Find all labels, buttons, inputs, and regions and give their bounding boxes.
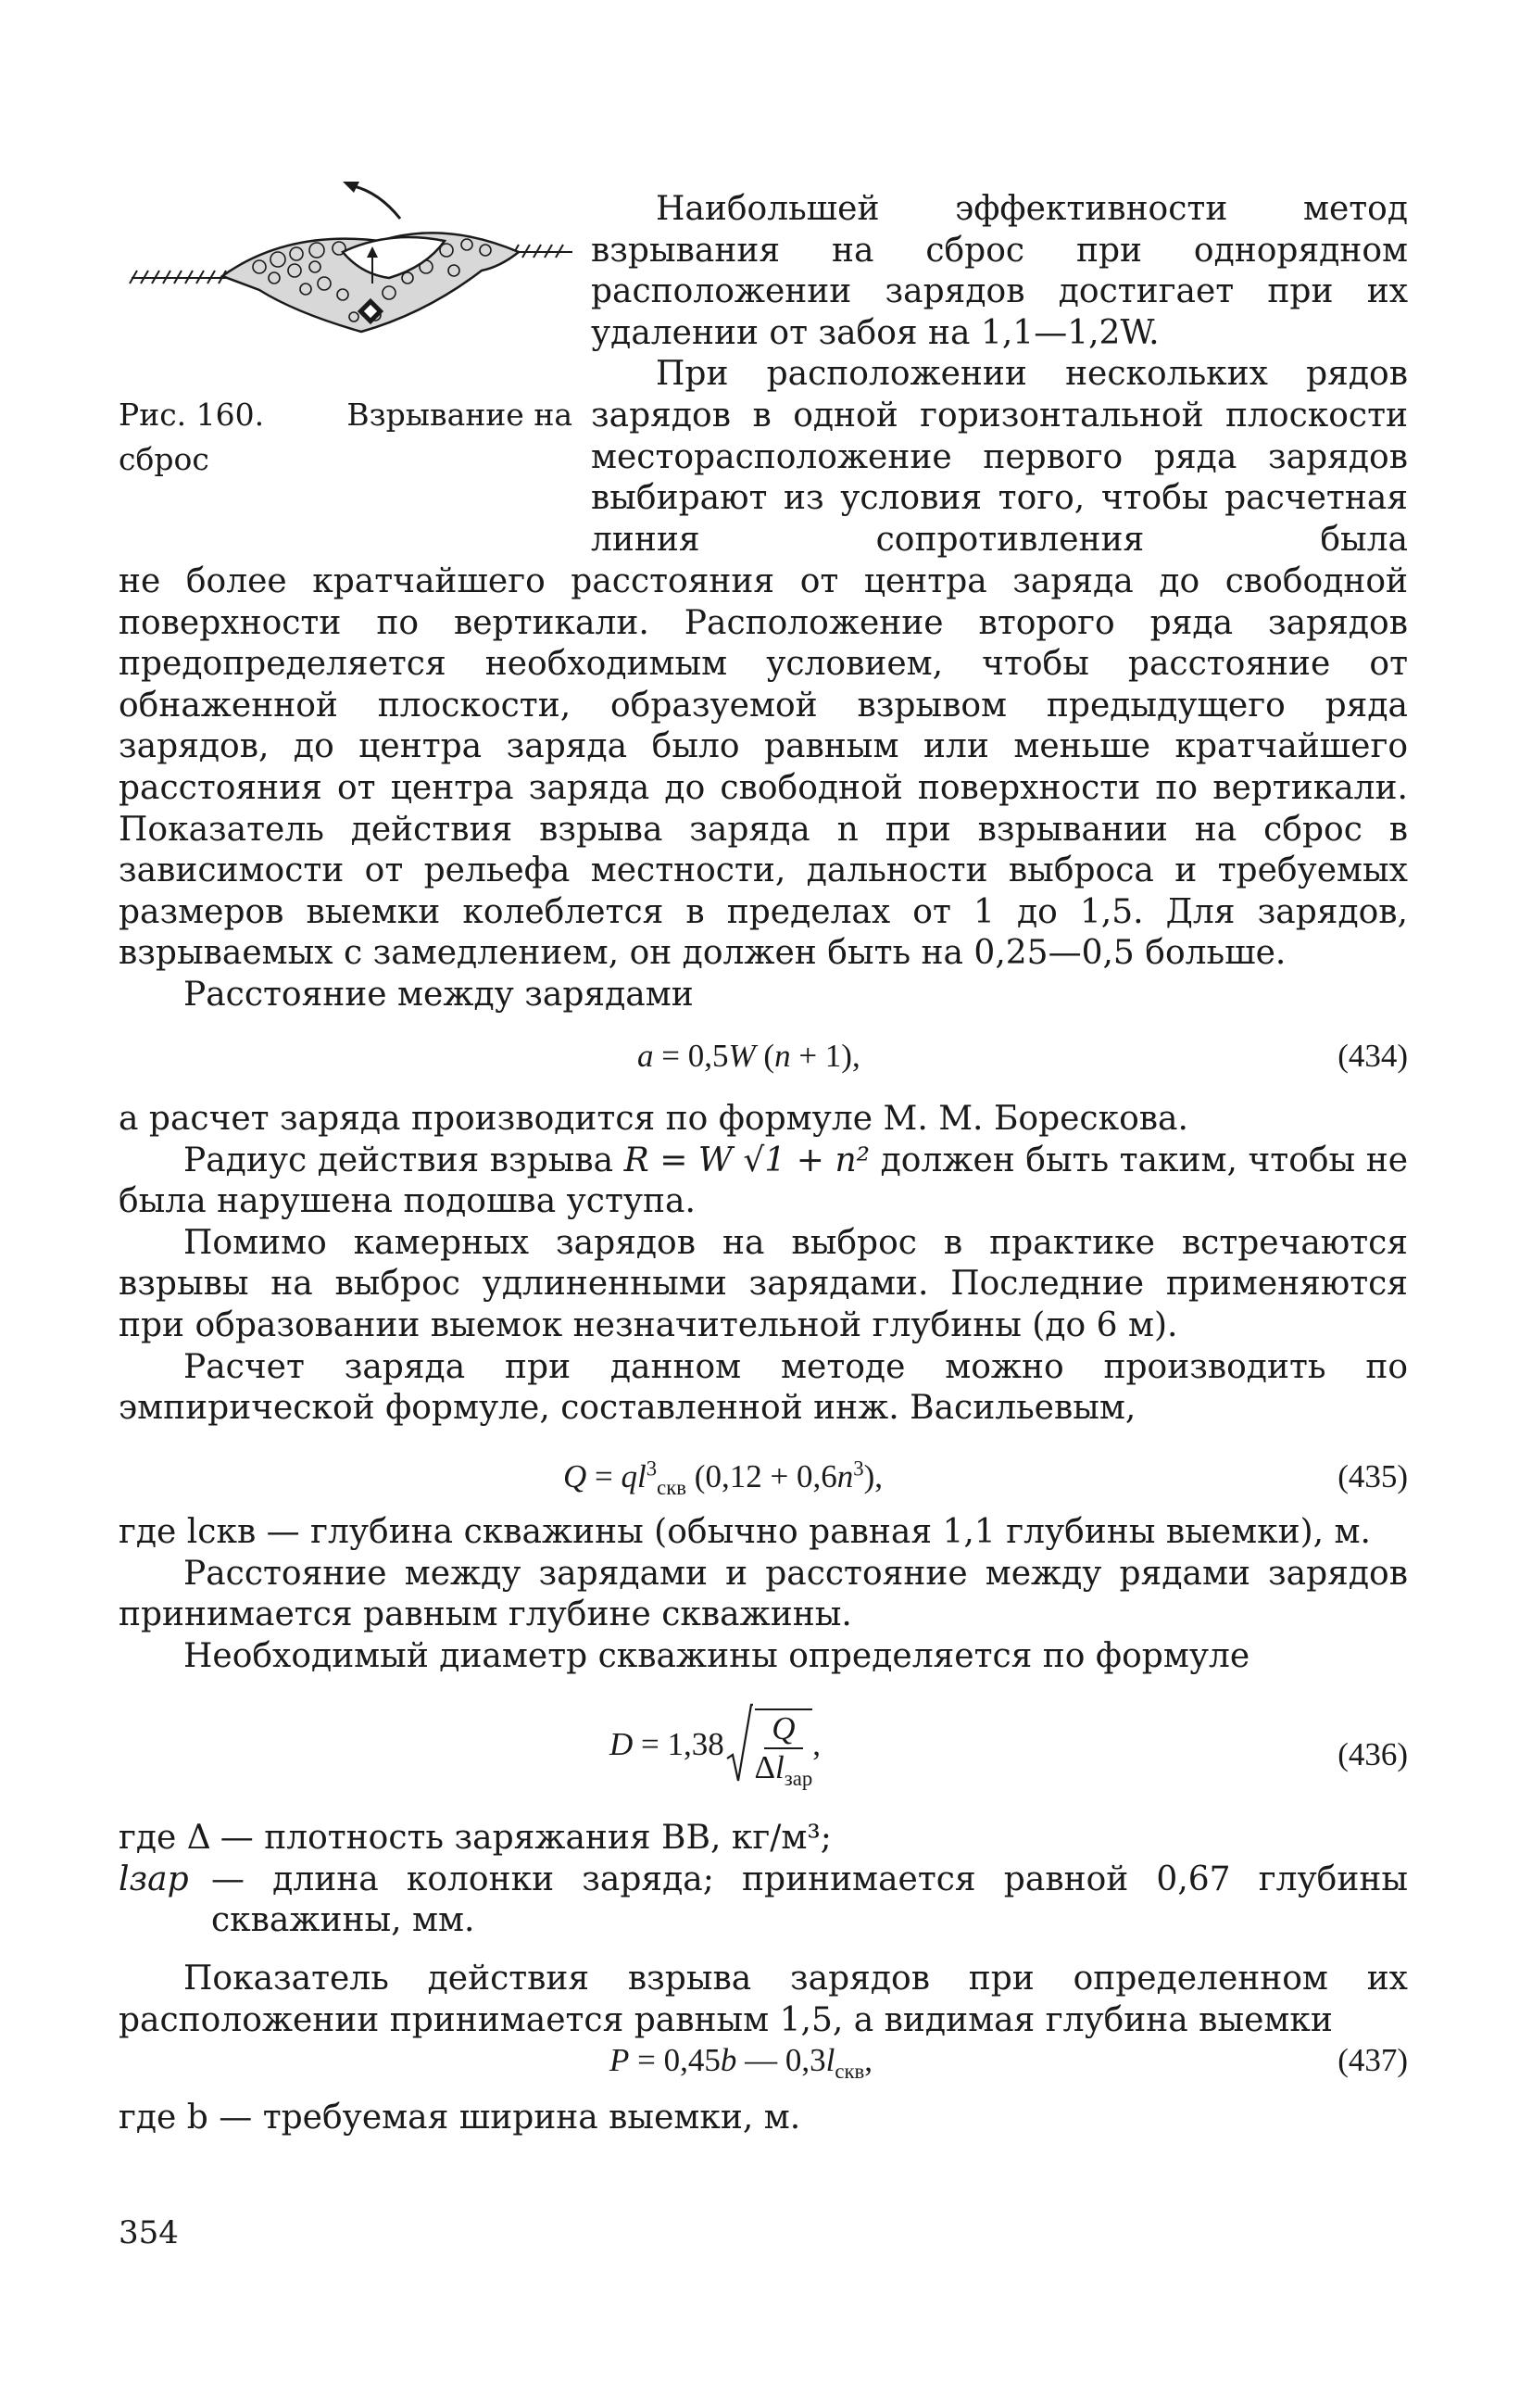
paragraph-2-narrow: При расположении нескольких рядов зарядов в одной горизонтальной плоскости месторасположение первого ряда зарядов выбирают из условия того, чтобы расчетная линия сопротивления была xyxy=(591,355,1408,559)
def-lzar-body: — длина колонки заряда; принимается равной 0,67 глубины скважины, мм. xyxy=(211,1860,1408,1940)
equation-435-body: $Q = ql^3_{скв}$ $(0,12 + 0,6n^3)$, xyxy=(563,1456,883,1499)
equation-436-number: (436) xyxy=(1337,1736,1408,1772)
def-delta-term: где Δ xyxy=(119,1819,211,1857)
equation-434 xyxy=(119,1030,1408,1086)
paragraph-5-b: должен быть таким, чтобы не была нарушена подошва уступа. xyxy=(119,1141,1409,1221)
paragraph-6: Помимо камерных зарядов на выброс в практике встречаются взрывы на выброс удлиненными зарядами. Последние применяются при образовании выемок незначительной глубины (до 6 м). xyxy=(119,1223,1408,1344)
paragraph-10: Необходимый диаметр скважины определяется по формуле xyxy=(183,1636,1250,1675)
blasting-illustration xyxy=(111,174,574,359)
paragraph-3: Расстояние между зарядами xyxy=(183,975,694,1014)
full-column-1 xyxy=(119,561,1408,1016)
paragraph-2-cont: не более кратчайшего расстояния от центра заряда до свободной поверхности по вертикали. Расположение второго ряда зарядов предопределяется необходимым условием, чтобы расстояние от обнаженной плоскости, образуемой взрывом предыдущего ряда зарядов, до центра заряда было равным или меньше кратчайшего расстояния от центра заряда до свободной поверхности по вертикали. Показатель действия взрыва заряда n при взрывании на сброс в зависимости от рельефа местности, дальности выброса и требуемых размеров выемки колеблется в пределах от 1 до 1,5. Для зарядов, взрываемых с замедлением, он должен быть на 0,25—0,5 больше. xyxy=(119,562,1408,973)
def-lzar-term: lзар xyxy=(119,1860,189,1898)
paragraph-12: где b — требуемая ширина выемки, м. xyxy=(119,2099,801,2137)
figure-caption xyxy=(119,393,572,482)
equation-435-number: (435) xyxy=(1337,1458,1408,1494)
equation-437-number: (437) xyxy=(1337,2042,1408,2078)
narrow-column xyxy=(591,189,1408,561)
paragraph-9: Расстояние между зарядами и расстояние между рядами зарядов принимается равным глубине скважины. xyxy=(119,1554,1408,1634)
sqrt-sign xyxy=(733,1708,813,1790)
full-column-2 xyxy=(119,1099,1408,1430)
def-delta-body: — плотность заряжания ВВ, кг/м³; xyxy=(220,1819,832,1857)
definition-delta xyxy=(119,1818,1408,1860)
radical-icon xyxy=(725,1703,753,1786)
paragraph-1: Наибольшей эффективности метод взрывания на сброс при однорядном расположении зарядов достигает при их удалении от забоя на 1,1—1,2W. xyxy=(591,190,1408,352)
caption-label: Рис. 160. xyxy=(119,397,265,433)
definition-lzar xyxy=(119,1860,1408,1942)
paragraph-5 xyxy=(119,1141,1408,1223)
equation-437-body: P = 0,45b — $0,3l_{скв}$, xyxy=(609,2042,873,2083)
full-column-3 xyxy=(119,1512,1408,1677)
definitions xyxy=(119,1818,1408,1942)
equation-434-body: a = 0,5W (n + 1), xyxy=(637,1038,860,1074)
caption-title: Взрывание на xyxy=(346,397,572,433)
full-column-5 xyxy=(119,2098,1408,2139)
fraction: $\frac{Q}{\Delta l_{зар}}$ xyxy=(754,1710,813,1790)
figure-160 xyxy=(111,174,574,359)
paragraph-5-a: Радиус действия взрыва xyxy=(183,1141,614,1179)
equation-437 xyxy=(119,2035,1408,2090)
full-column-4 xyxy=(119,1959,1408,2041)
equation-436-body: D = 1,38 $\frac{Q}{\Delta l_{зар}}$ , xyxy=(609,1708,821,1786)
paragraph-4: а расчет заряда производится по формуле М. М. Борескова. xyxy=(119,1100,1188,1138)
paragraph-8: где lскв — глубина скважины (обычно равная 1,1 глубины выемки), м. xyxy=(119,1513,1371,1551)
paragraph-7: Расчет заряда при данном методе можно производить по эмпирической формуле, составленной инж. Васильевым, xyxy=(119,1347,1408,1428)
equation-436 xyxy=(119,1705,1408,1807)
paragraph-11: Показатель действия взрыва зарядов при определенном их расположении принимается равным 1,5, а видимая глубина выемки xyxy=(119,1960,1408,2039)
caption-title-cont: сброс xyxy=(119,441,209,477)
radius-formula: R = W √1 + n² xyxy=(623,1141,871,1179)
equation-435 xyxy=(119,1451,1408,1507)
page-number: 354 xyxy=(119,2214,179,2251)
equation-434-number: (434) xyxy=(1337,1038,1408,1074)
